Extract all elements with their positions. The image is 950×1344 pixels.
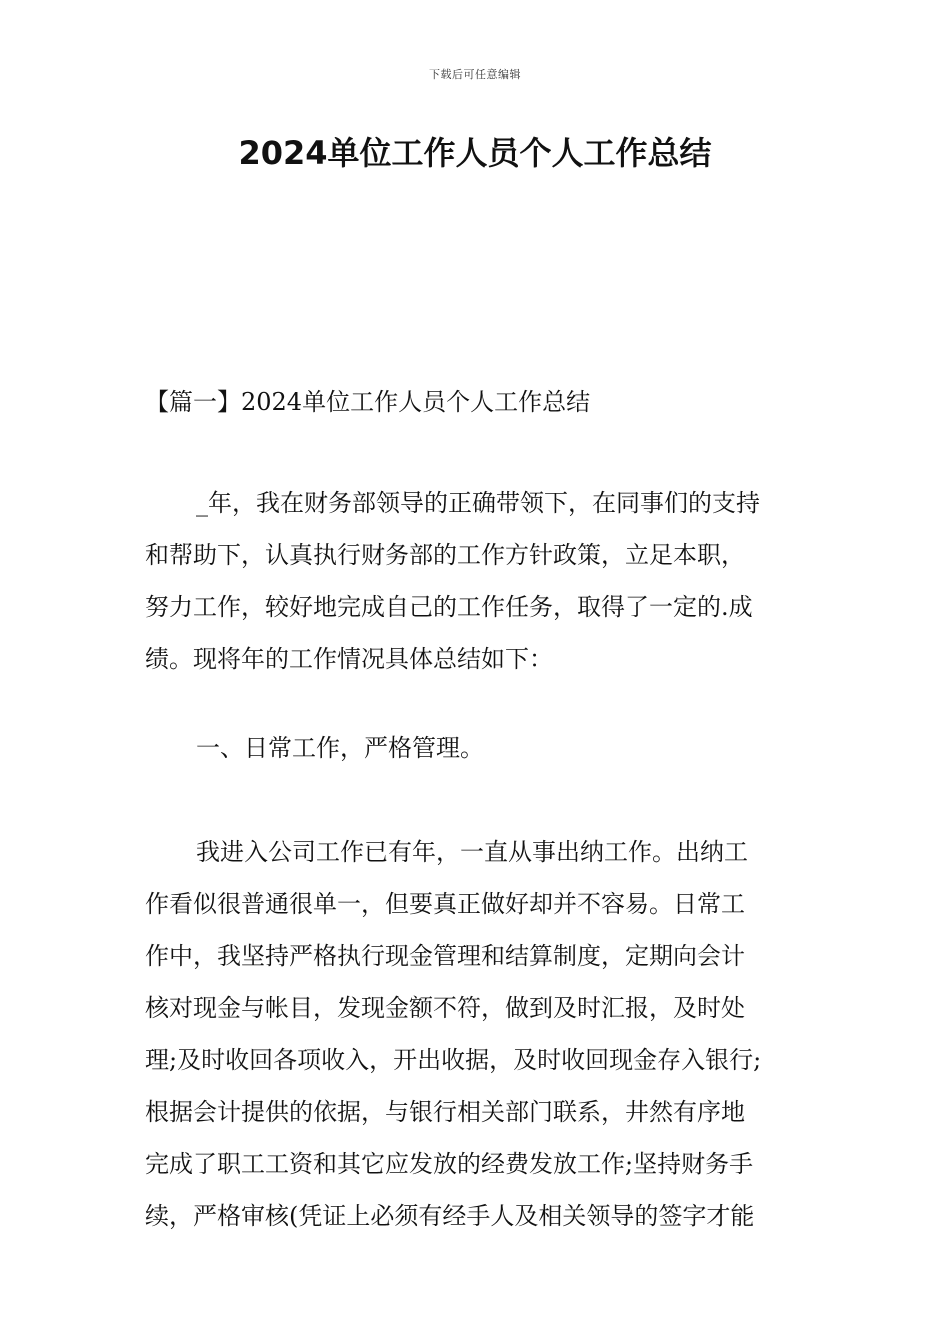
text-line: 核对现金与帐目，发现金额不符，做到及时汇报，及时处 <box>145 994 745 1022</box>
text-line: 作中，我坚持严格执行现金管理和结算制度，定期向会计 <box>145 942 745 970</box>
text-line: 和帮助下，认真执行财务部的工作方针政策，立足本职， <box>145 541 745 569</box>
text-line: 我进入公司工作已有年，一直从事出纳工作。出纳工 <box>196 838 748 866</box>
text-line: _年，我在财务部领导的正确带领下，在同事们的支持 <box>196 489 760 517</box>
section-heading: 【篇一】2024单位工作人员个人工作总结 <box>145 388 591 416</box>
header-note: 下载后可任意编辑 <box>429 68 521 81</box>
text-line: 作看似很普通很单一，但要真正做好却并不容易。日常工 <box>145 890 745 918</box>
paragraph-daily-work <box>145 826 815 1242</box>
document-title: 2024单位工作人员个人工作总结 <box>238 134 712 172</box>
text-line: 努力工作，较好地完成自己的工作任务，取得了一定的.成 <box>145 593 753 621</box>
text-line: 绩。现将年的工作情况具体总结如下： <box>145 645 553 673</box>
text-line: 理;及时收回各项收入，开出收据，及时收回现金存入银行; <box>145 1046 762 1074</box>
text-line: 根据会计提供的依据，与银行相关部门联系，井然有序地 <box>145 1098 745 1126</box>
subheading-daily-work <box>145 722 815 774</box>
paragraph-intro <box>145 477 815 685</box>
text-line: 一、日常工作，严格管理。 <box>196 734 484 762</box>
text-line: 续，严格审核(凭证上必须有经手人及相关领导的签字才能 <box>145 1202 755 1230</box>
text-line: 完成了职工工资和其它应发放的经费发放工作;坚持财务手 <box>145 1150 754 1178</box>
